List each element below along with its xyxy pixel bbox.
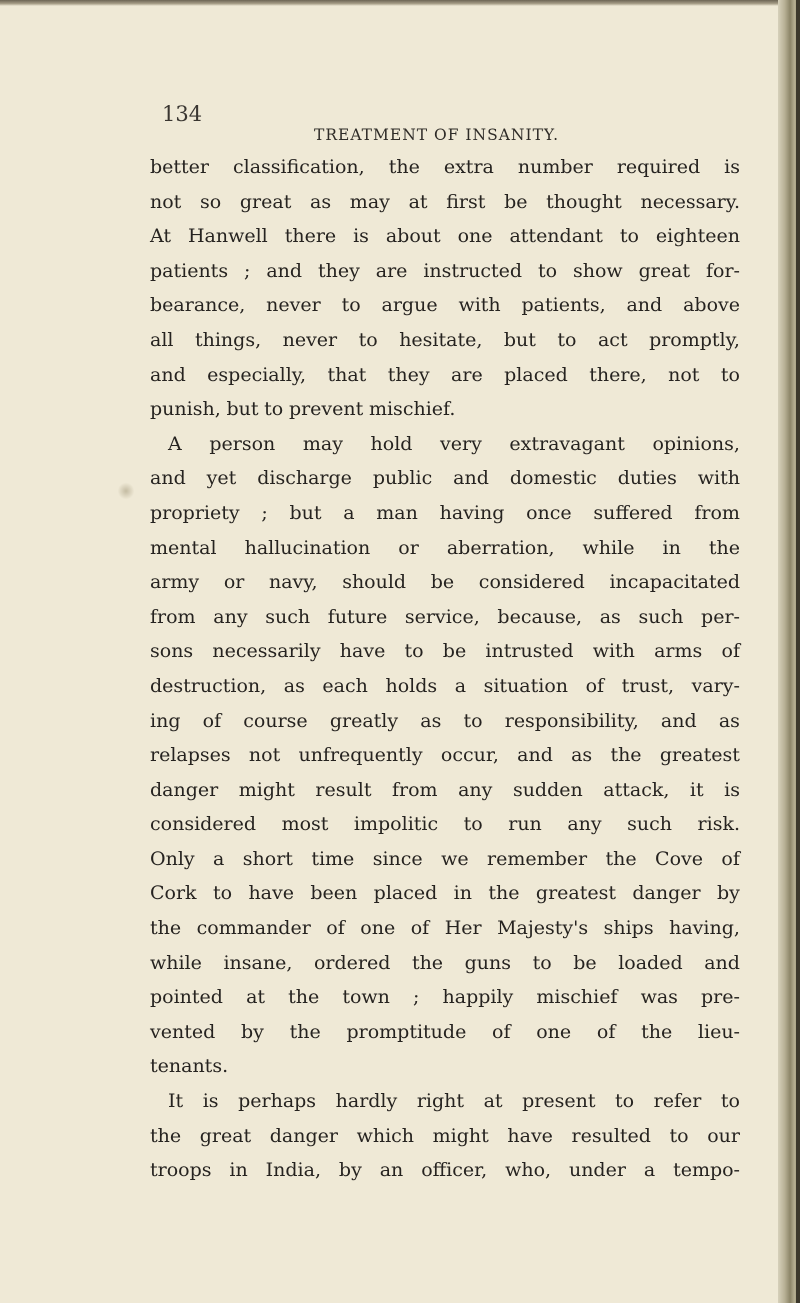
- word: Cork: [150, 882, 197, 905]
- word: most: [281, 813, 329, 836]
- word: sons: [150, 640, 194, 663]
- word: may: [302, 432, 343, 455]
- text-line: [150, 1084, 740, 1119]
- word: to: [341, 294, 361, 317]
- word: any: [458, 778, 493, 801]
- word: patients,: [521, 294, 606, 317]
- word: to: [537, 259, 558, 282]
- text-line: [150, 254, 740, 289]
- word: short: [242, 847, 293, 870]
- word: because,: [497, 605, 583, 628]
- text-line: [150, 876, 740, 911]
- word: be: [504, 190, 528, 213]
- word: may: [349, 190, 390, 213]
- word: mental: [150, 536, 217, 559]
- word: and: [150, 467, 186, 490]
- word: to: [615, 1090, 635, 1113]
- word: for-: [705, 259, 740, 282]
- page-number: 134: [162, 102, 203, 126]
- word: greatest: [659, 744, 740, 767]
- word: all: [150, 328, 174, 351]
- word: to: [557, 328, 577, 351]
- word: from: [694, 501, 740, 524]
- word: be: [442, 640, 467, 663]
- word: great: [199, 1124, 252, 1147]
- word: of: [721, 640, 740, 663]
- word: not: [150, 190, 182, 213]
- word: especially,: [207, 363, 307, 386]
- word: bearance,: [150, 294, 246, 317]
- text-line: [150, 634, 740, 669]
- word: unfrequently: [298, 744, 423, 767]
- word: and: [626, 294, 663, 317]
- word: is: [353, 225, 369, 248]
- word: pointed: [150, 986, 223, 1009]
- page-header: [162, 94, 722, 150]
- word: public: [372, 467, 433, 490]
- word: by: [240, 1020, 264, 1043]
- word: future: [327, 605, 388, 628]
- word: such: [638, 605, 684, 628]
- word: the: [411, 951, 444, 974]
- word: attendant: [509, 225, 603, 248]
- word: run: [508, 813, 542, 836]
- word: at: [246, 986, 266, 1009]
- word: under: [568, 1159, 626, 1182]
- word: hesitate,: [399, 328, 483, 351]
- text-line: [150, 219, 740, 254]
- word: the: [388, 156, 420, 178]
- word: a: [213, 847, 225, 870]
- word: occur,: [440, 744, 499, 767]
- word: but: [289, 501, 322, 524]
- word: pre-: [701, 986, 740, 1009]
- word: of: [585, 674, 605, 697]
- word: very: [440, 432, 482, 455]
- text-line: [150, 358, 740, 393]
- word: It: [168, 1090, 184, 1113]
- word: are: [451, 363, 483, 386]
- word: not: [668, 363, 700, 386]
- word: vary-: [691, 674, 740, 697]
- word: intrusted: [485, 640, 574, 663]
- word: ships: [603, 917, 654, 940]
- word: tempo-: [673, 1159, 740, 1182]
- word: of: [202, 709, 222, 732]
- word: or: [223, 571, 245, 594]
- text-line: [150, 1049, 740, 1084]
- word: risk.: [697, 813, 740, 836]
- word: in: [453, 882, 472, 905]
- word: as: [283, 674, 305, 697]
- word: patients: [150, 259, 229, 282]
- word: the: [150, 1124, 182, 1147]
- word: they: [387, 363, 430, 386]
- word: sudden: [512, 778, 583, 801]
- word: as: [310, 190, 332, 213]
- word: to: [212, 882, 233, 905]
- word: holds: [385, 674, 438, 697]
- word: danger: [269, 1124, 338, 1147]
- word: happily: [442, 986, 514, 1009]
- word: thought: [546, 190, 622, 213]
- word: extravagant: [509, 432, 625, 455]
- word: perhaps: [238, 1090, 317, 1113]
- word: first: [446, 190, 486, 213]
- word: is: [724, 156, 740, 178]
- word: to: [463, 709, 483, 732]
- word: they: [317, 259, 360, 282]
- word: any: [567, 813, 602, 836]
- word: never: [282, 328, 338, 351]
- word: act: [597, 328, 628, 351]
- word: or: [398, 536, 419, 559]
- word: a: [454, 674, 467, 697]
- word: promptitude: [346, 1020, 467, 1043]
- word: Hanwell: [187, 225, 268, 248]
- text-line: [150, 842, 740, 877]
- word: discharge: [257, 467, 352, 490]
- word: instructed: [423, 259, 523, 282]
- word: promptly,: [649, 328, 740, 351]
- word: opinions,: [652, 432, 740, 455]
- word: troops: [150, 1159, 212, 1182]
- word: situation: [483, 674, 569, 697]
- word: and: [660, 709, 697, 732]
- word: loaded: [618, 951, 683, 974]
- word: and: [150, 363, 186, 386]
- text-line: [150, 669, 740, 704]
- word: eighteen: [655, 225, 740, 248]
- word: ordered: [313, 951, 391, 974]
- word: having: [439, 501, 505, 524]
- word: of: [492, 1020, 511, 1043]
- word: mischief.: [368, 398, 456, 421]
- word: placed: [504, 363, 568, 386]
- word: considered: [150, 813, 257, 836]
- book-spine-edge: [778, 0, 800, 1303]
- word: a: [643, 1159, 656, 1182]
- word: propriety: [150, 501, 240, 524]
- word: argue: [381, 294, 438, 317]
- word: tenants.: [150, 1055, 229, 1078]
- word: while: [582, 536, 635, 559]
- word: each: [322, 674, 368, 697]
- word: we: [441, 847, 469, 870]
- word: resulted: [571, 1124, 651, 1147]
- word: it: [689, 778, 704, 801]
- word: ;: [413, 986, 420, 1009]
- word: but: [226, 398, 259, 421]
- word: great: [638, 259, 691, 282]
- word: remember: [487, 847, 588, 870]
- running-head: TREATMENT OF INSANITY.: [314, 126, 560, 144]
- word: Majesty's: [497, 917, 589, 940]
- word: ing: [150, 709, 181, 732]
- word: right: [416, 1090, 465, 1113]
- word: required: [616, 156, 701, 178]
- word: danger: [632, 882, 701, 905]
- word: to: [669, 1124, 689, 1147]
- text-line: [150, 773, 740, 808]
- word: destruction,: [150, 674, 267, 697]
- word: as: [599, 605, 621, 628]
- word: is: [202, 1090, 219, 1113]
- word: and: [453, 467, 489, 490]
- word: Her: [444, 917, 482, 940]
- word: refer: [653, 1090, 702, 1113]
- word: been: [310, 882, 358, 905]
- word: trust,: [621, 674, 675, 697]
- word: be: [430, 571, 455, 594]
- word: the: [708, 536, 740, 559]
- word: greatly: [329, 709, 399, 732]
- text-line: [150, 323, 740, 358]
- word: extra: [443, 156, 494, 178]
- word: the: [641, 1020, 673, 1043]
- word: the: [488, 882, 520, 905]
- word: to: [720, 363, 740, 386]
- word: never: [266, 294, 321, 317]
- text-line: [150, 946, 740, 981]
- text-line: [150, 738, 740, 773]
- word: attack,: [603, 778, 670, 801]
- word: hold: [370, 432, 413, 455]
- word: while: [150, 951, 202, 974]
- word: have: [339, 640, 386, 663]
- word: to: [463, 813, 483, 836]
- word: classification,: [233, 156, 365, 178]
- text-line: [150, 392, 740, 427]
- word: by: [338, 1159, 362, 1182]
- word: as: [718, 709, 740, 732]
- word: town: [342, 986, 390, 1009]
- text-line: [150, 288, 740, 323]
- word: once: [526, 501, 572, 524]
- text-line: [150, 427, 740, 462]
- word: responsibility,: [504, 709, 639, 732]
- word: one: [536, 1020, 572, 1043]
- word: commander: [196, 917, 311, 940]
- word: suffered: [593, 501, 673, 524]
- word: show: [572, 259, 623, 282]
- text-line: [150, 1153, 740, 1188]
- word: not: [248, 744, 281, 767]
- word: mischief: [536, 986, 618, 1009]
- word: which: [356, 1124, 415, 1147]
- word: to: [720, 1090, 740, 1113]
- word: of: [721, 847, 740, 870]
- word: have: [507, 1124, 553, 1147]
- text-line: [150, 1119, 740, 1154]
- word: duties: [617, 467, 677, 490]
- word: impolitic: [353, 813, 439, 836]
- word: to: [404, 640, 424, 663]
- text-line: [150, 531, 740, 566]
- word: considered: [478, 571, 585, 594]
- word: our: [707, 1124, 740, 1147]
- word: as: [571, 744, 593, 767]
- word: danger: [150, 778, 219, 801]
- word: as: [420, 709, 442, 732]
- word: was: [640, 986, 678, 1009]
- word: time: [311, 847, 355, 870]
- word: vented: [150, 1020, 216, 1043]
- word: there: [284, 225, 337, 248]
- word: prevent: [288, 398, 364, 421]
- word: hardly: [335, 1090, 398, 1113]
- word: placed: [373, 882, 438, 905]
- word: at: [408, 190, 428, 213]
- word: a: [343, 501, 355, 524]
- word: A: [168, 432, 182, 455]
- word: lieu-: [697, 1020, 740, 1043]
- word: Cove: [655, 847, 703, 870]
- word: are: [375, 259, 408, 282]
- word: with: [697, 467, 740, 490]
- text-line: [150, 980, 740, 1015]
- word: from: [391, 778, 438, 801]
- text-line: [150, 1015, 740, 1050]
- text-line: [150, 565, 740, 600]
- word: so: [200, 190, 222, 213]
- word: officer,: [421, 1159, 488, 1182]
- text-line: [150, 600, 740, 635]
- text-line: [150, 461, 740, 496]
- word: navy,: [268, 571, 318, 594]
- word: the: [289, 1020, 321, 1043]
- word: having,: [669, 917, 740, 940]
- word: arms: [654, 640, 703, 663]
- word: in: [229, 1159, 248, 1182]
- word: be: [573, 951, 597, 974]
- word: per-: [701, 605, 740, 628]
- word: since: [372, 847, 423, 870]
- text-line: [150, 911, 740, 946]
- word: but: [503, 328, 536, 351]
- word: might: [432, 1124, 489, 1147]
- word: such: [265, 605, 311, 628]
- word: should: [342, 571, 407, 594]
- word: relapses: [150, 744, 231, 767]
- word: with: [458, 294, 501, 317]
- word: to: [264, 398, 284, 421]
- word: incapacitated: [609, 571, 740, 594]
- word: course: [243, 709, 308, 732]
- word: who,: [505, 1159, 552, 1182]
- word: of: [410, 917, 430, 940]
- word: service,: [404, 605, 480, 628]
- word: things,: [194, 328, 262, 351]
- word: about: [385, 225, 441, 248]
- word: domestic: [509, 467, 597, 490]
- word: man: [376, 501, 418, 524]
- word: the: [605, 847, 637, 870]
- word: ;: [244, 259, 251, 282]
- word: by: [717, 882, 740, 905]
- word: of: [596, 1020, 616, 1043]
- word: India,: [265, 1159, 322, 1182]
- word: person: [209, 432, 276, 455]
- text-line: [150, 496, 740, 531]
- page-top-shadow: [0, 0, 800, 6]
- word: with: [592, 640, 635, 663]
- word: to: [358, 328, 378, 351]
- word: punish,: [150, 398, 221, 421]
- word: better: [150, 156, 210, 178]
- word: of: [326, 917, 345, 940]
- word: the: [288, 986, 320, 1009]
- word: one: [360, 917, 396, 940]
- word: hallucination: [244, 536, 371, 559]
- word: from: [150, 605, 196, 628]
- word: present: [522, 1090, 596, 1113]
- word: any: [213, 605, 248, 628]
- word: necessary.: [640, 190, 740, 213]
- word: insane,: [223, 951, 293, 974]
- word: result: [315, 778, 372, 801]
- word: number: [517, 156, 593, 178]
- word: the: [150, 917, 182, 940]
- word: one: [457, 225, 493, 248]
- word: guns: [464, 951, 512, 974]
- text-line: [150, 185, 740, 220]
- word: and: [517, 744, 553, 767]
- word: that: [327, 363, 367, 386]
- word: greatest: [535, 882, 616, 905]
- word: great: [239, 190, 292, 213]
- word: to: [619, 225, 639, 248]
- word: an: [379, 1159, 404, 1182]
- word: necessarily: [212, 640, 321, 663]
- word: there,: [589, 363, 647, 386]
- word: is: [724, 778, 740, 801]
- word: such: [627, 813, 673, 836]
- body-text: [150, 150, 740, 1188]
- word: army: [150, 571, 200, 594]
- word: above: [683, 294, 740, 317]
- word: aberration,: [446, 536, 555, 559]
- word: in: [662, 536, 681, 559]
- word: and: [266, 259, 303, 282]
- text-line: [150, 150, 740, 185]
- text-line: [150, 704, 740, 739]
- word: Only: [150, 847, 195, 870]
- word: At: [150, 225, 172, 248]
- word: at: [483, 1090, 503, 1113]
- ink-smudge: [118, 482, 134, 500]
- word: might: [238, 778, 295, 801]
- text-line: [150, 807, 740, 842]
- word: the: [610, 744, 642, 767]
- word: have: [248, 882, 294, 905]
- word: and: [704, 951, 740, 974]
- word: ;: [261, 501, 268, 524]
- word: yet: [206, 467, 237, 490]
- word: to: [532, 951, 552, 974]
